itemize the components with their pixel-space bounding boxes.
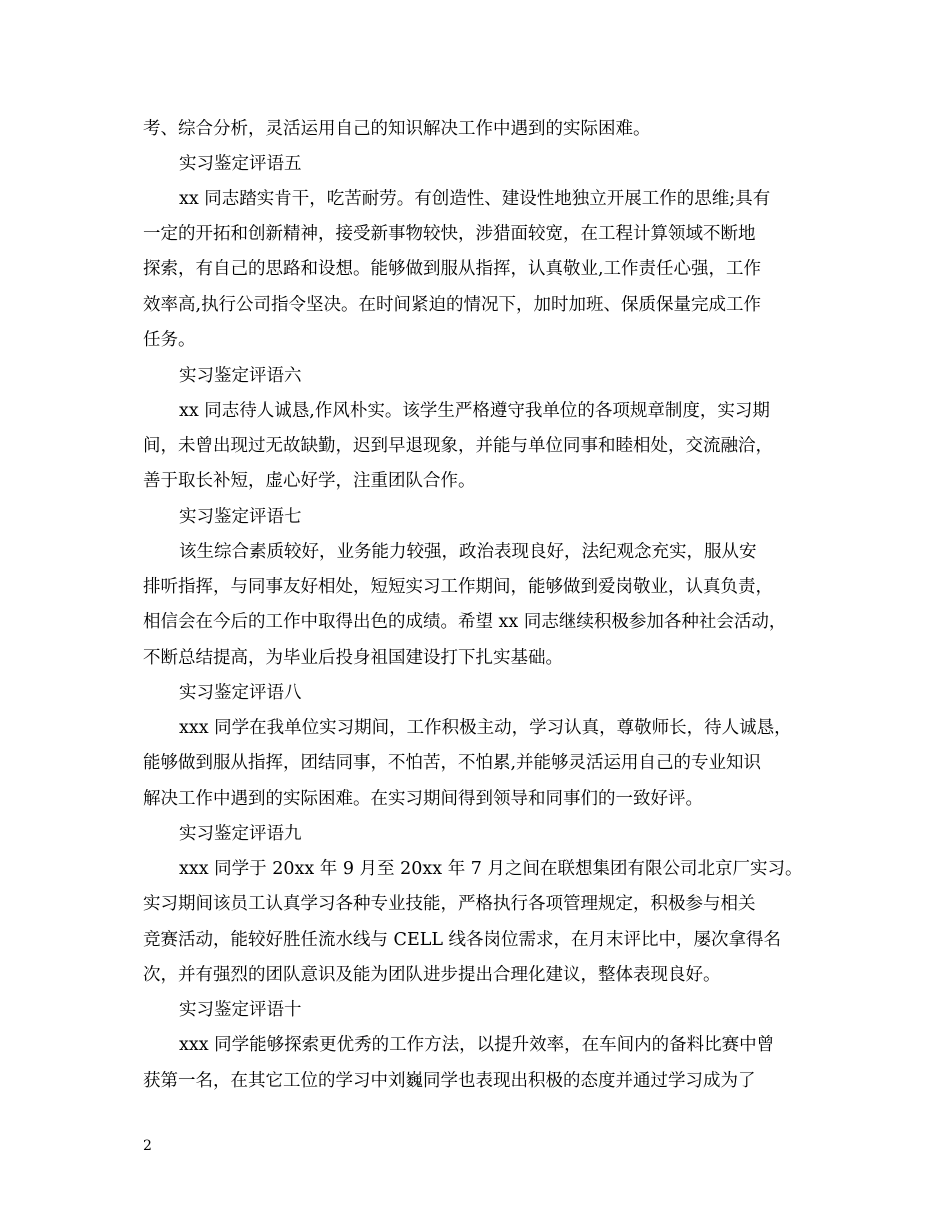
body-text-line: 竞赛活动，能较好胜任流水线与 CELL 线各岗位需求，在月末评比中，屡次拿得名: [143, 930, 782, 950]
body-text-line: xx 同志踏实肯干，吃苦耐劳。有创造性、建设性地独立开展工作的思维;具有: [179, 189, 771, 209]
section-heading-8: 实习鉴定评语八: [179, 683, 302, 703]
body-text-line: 一定的开拓和创新精神，接受新事物较快，涉猎面较宽，在工程计算领域不断地: [143, 224, 756, 244]
body-text-line: 考、综合分析，灵活运用自己的知识解决工作中遇到的实际困难。: [143, 119, 651, 139]
body-text-line: 效率高,执行公司指令坚决。在时间紧迫的情况下，加时加班、保质保量完成工作: [143, 295, 762, 315]
section-heading-10: 实习鉴定评语十: [179, 1000, 302, 1020]
section-heading-6: 实习鉴定评语六: [179, 366, 302, 386]
body-text-line: 实习期间该员工认真学习各种专业技能，严格执行各项管理规定，积极参与相关: [143, 894, 756, 914]
body-text-line: 解决工作中遇到的实际困难。在实习期间得到领导和同事们的一致好评。: [143, 789, 703, 809]
body-text-line: xx 同志待人诚恳,作风朴实。该学生严格遵守我单位的各项规章制度，实习期: [179, 401, 770, 421]
body-text-line: 该生综合素质较好，业务能力较强，政治表现良好，法纪观念充实，服从安: [179, 542, 757, 562]
body-text-line: xxx 同学能够探索更优秀的工作方法，以提升效率，在车间内的备料比赛中曾: [179, 1035, 775, 1055]
body-text-line: 善于取长补短，虚心好学，注重团队合作。: [143, 471, 476, 491]
section-heading-7: 实习鉴定评语七: [179, 507, 302, 527]
page-number: 2: [143, 1138, 152, 1154]
body-text-line: 不断总结提高，为毕业后投身祖国建设打下扎实基础。: [143, 648, 563, 668]
body-text-line: 任务。: [143, 330, 196, 350]
body-text-line: 间，未曾出现过无故缺勤，迟到早退现象，并能与单位同事和睦相处，交流融洽，: [143, 436, 773, 456]
body-text-line: 次，并有强烈的团队意识及能为团队进步提出合理化建议，整体表现良好。: [143, 965, 721, 985]
section-heading-5: 实习鉴定评语五: [179, 154, 302, 174]
body-text-line: 获第一名，在其它工位的学习中刘巍同学也表现出积极的态度并通过学习成为了: [143, 1071, 756, 1091]
section-heading-9: 实习鉴定评语九: [179, 824, 302, 844]
body-text-line: 相信会在今后的工作中取得出色的成绩。希望 xx 同志继续积极参加各种社会活动，: [143, 612, 787, 632]
body-text-line: 探索，有自己的思路和设想。能够做到服从指挥，认真敬业,工作责任心强，工作: [143, 259, 762, 279]
body-text-line: xxx 同学在我单位实习期间，工作积极主动，学习认真，尊敬师长，待人诚恳，: [179, 718, 792, 738]
body-text-line: 排听指挥，与同事友好相处，短短实习工作期间，能够做到爱岗敬业，认真负责，: [143, 577, 773, 597]
body-text-line: 能够做到服从指挥，团结同事，不怕苦，不怕累,并能够灵活运用自己的专业知识: [143, 753, 762, 773]
body-text-line: xxx 同学于 20xx 年 9 月至 20xx 年 7 月之间在联想集团有限公司北京厂实习。: [179, 859, 803, 879]
